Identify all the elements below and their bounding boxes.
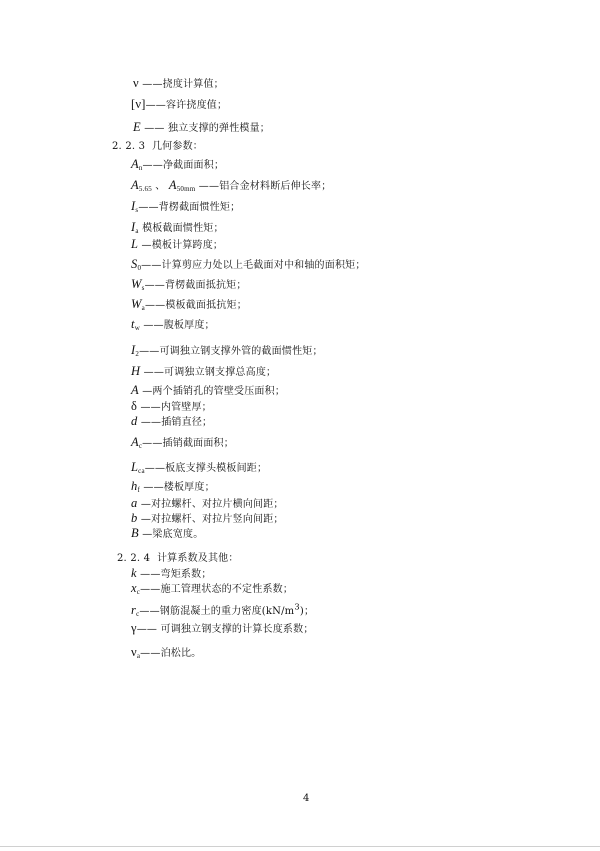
- symbol-description: ——钢筋混凝土的重力密度$(kN/m^3)$；: [139, 602, 315, 618]
- symbol-line-allowable-deflection: [131, 97, 227, 113]
- symbol-line: [131, 257, 366, 275]
- symbol: B: [131, 526, 139, 540]
- symbol-description: ——内管壁厚；: [137, 402, 212, 413]
- symbol-line: [131, 297, 247, 315]
- symbol-description: ——计算剪应力处以上毛截面对中和轴的面积矩；: [141, 260, 366, 271]
- symbol-line: [131, 600, 314, 621]
- symbol: γ: [131, 621, 137, 635]
- symbol-line: [131, 157, 224, 175]
- symbol-line: [131, 566, 212, 582]
- symbol-description: ——施工管理状态的不定性系数；: [140, 584, 294, 595]
- symbol: A: [131, 383, 139, 397]
- symbol-description: ——腹板厚度；: [139, 320, 215, 331]
- symbol-description: ——插销截面面积；: [142, 438, 234, 449]
- symbol: $t_w$: [131, 317, 140, 332]
- symbol-description: —— 可调独立钢支撑的计算长度系数；: [136, 624, 314, 635]
- symbol: $W_s$: [131, 277, 145, 292]
- symbol-description: ——板底支撑头模板间距；: [144, 463, 268, 474]
- symbol: $A_c$: [131, 435, 143, 450]
- symbol-line: [131, 621, 314, 637]
- symbol-line-elastic-modulus: [133, 120, 270, 136]
- symbol-description: ——可调独立钢支撑外管的截面惯性矩；: [139, 346, 323, 357]
- symbol-description: —梁底宽度。: [138, 529, 204, 540]
- symbol: $S_0$: [131, 257, 142, 272]
- symbol: H: [131, 364, 141, 378]
- symbol-description: ——净截面面积；: [142, 160, 225, 171]
- symbol: $I_2$: [131, 343, 140, 358]
- symbol-line: [131, 399, 212, 415]
- section-number: 2. 2. 3: [112, 141, 146, 152]
- symbol-line: [131, 237, 223, 253]
- symbol: $A_n$: [131, 157, 143, 172]
- section-number: 2. 2. 4: [117, 553, 151, 564]
- symbol-line: [131, 199, 240, 217]
- symbol-line: $A_{5.65}$ 、 $A_{50mm}$ ——铝合金材料断后伸长率；: [131, 178, 332, 193]
- symbol-description: ——铝合金材料断后伸长率；: [195, 181, 332, 192]
- symbol: E: [133, 120, 141, 134]
- symbol-line: [131, 645, 201, 663]
- symbol-line: [131, 496, 284, 512]
- symbol-description: —— 独立支撑的弹性模量；: [140, 123, 271, 134]
- symbol-description: ——容许挠度值；: [145, 100, 228, 111]
- symbol: L: [131, 237, 139, 251]
- symbol-description: —模板计算跨度；: [138, 240, 224, 251]
- symbol-line: [131, 383, 285, 399]
- section-title: 计算系数及其他：: [156, 553, 239, 564]
- symbol-line: [131, 220, 224, 238]
- symbol-description: —两个插销孔的管壁受压面积；: [138, 386, 286, 397]
- symbol: $\nu_a$: [131, 645, 141, 660]
- section-heading-coefficients: [117, 552, 239, 566]
- symbol: d: [131, 414, 138, 428]
- symbol: $L_{ca}$: [131, 460, 145, 475]
- symbol: $I_s$: [131, 199, 139, 214]
- symbol-line: [131, 526, 203, 542]
- symbol-line: [131, 581, 293, 599]
- symbol-description: ——背楞截面惯性矩；: [138, 202, 241, 213]
- page-bottom-divider: [0, 846, 600, 847]
- symbol-line: [131, 343, 323, 361]
- symbol-description: ——插销直径；: [137, 417, 213, 428]
- symbol: ν: [133, 76, 139, 90]
- symbol-description: ——泊松比。: [140, 648, 202, 659]
- section-title: 几何参数：: [151, 141, 203, 152]
- symbol: $x_c$: [131, 581, 141, 596]
- symbol-description: ——背楞截面抵抗矩；: [144, 280, 247, 291]
- symbol: b: [131, 511, 138, 525]
- symbol: a: [131, 496, 138, 510]
- symbol-line: [131, 317, 215, 335]
- symbol: $h_f$: [131, 479, 140, 494]
- symbol-line: [131, 479, 215, 497]
- symbol-description: ——可调独立钢支撑总高度；: [140, 367, 277, 378]
- symbol-description: 模板截面惯性矩；: [138, 223, 224, 234]
- page-number: 4: [303, 793, 310, 804]
- symbol: $W_a$: [131, 297, 145, 312]
- symbol-description: —对拉螺杆、对拉片竖向间距；: [137, 514, 284, 525]
- symbol: $A_{5.65}$: [131, 178, 152, 193]
- symbol-line: [131, 277, 247, 295]
- symbol-line: [131, 364, 276, 380]
- symbol-line: [131, 511, 284, 527]
- symbol-line: [131, 460, 267, 478]
- symbol: $I_a$: [131, 220, 139, 235]
- symbol: [ν]: [131, 97, 146, 111]
- symbol-description: ——楼板厚度；: [139, 482, 215, 493]
- symbol-description: ——弯矩系数；: [136, 569, 212, 580]
- symbol-line-deflection: [133, 76, 224, 92]
- symbol-description: —对拉螺杆、对拉片横向间距；: [137, 499, 284, 510]
- symbol: k: [131, 566, 137, 580]
- symbol: δ: [131, 399, 138, 413]
- section-heading-geometry: [112, 140, 203, 154]
- symbol: $A_{50mm}$: [168, 178, 196, 193]
- symbol-description: ——模板截面抵抗矩；: [144, 300, 247, 311]
- symbol-description: ——挠度计算值；: [138, 79, 224, 90]
- symbol-line: [131, 435, 234, 453]
- symbol-line: [131, 414, 212, 430]
- symbol: $r_c$: [131, 603, 140, 619]
